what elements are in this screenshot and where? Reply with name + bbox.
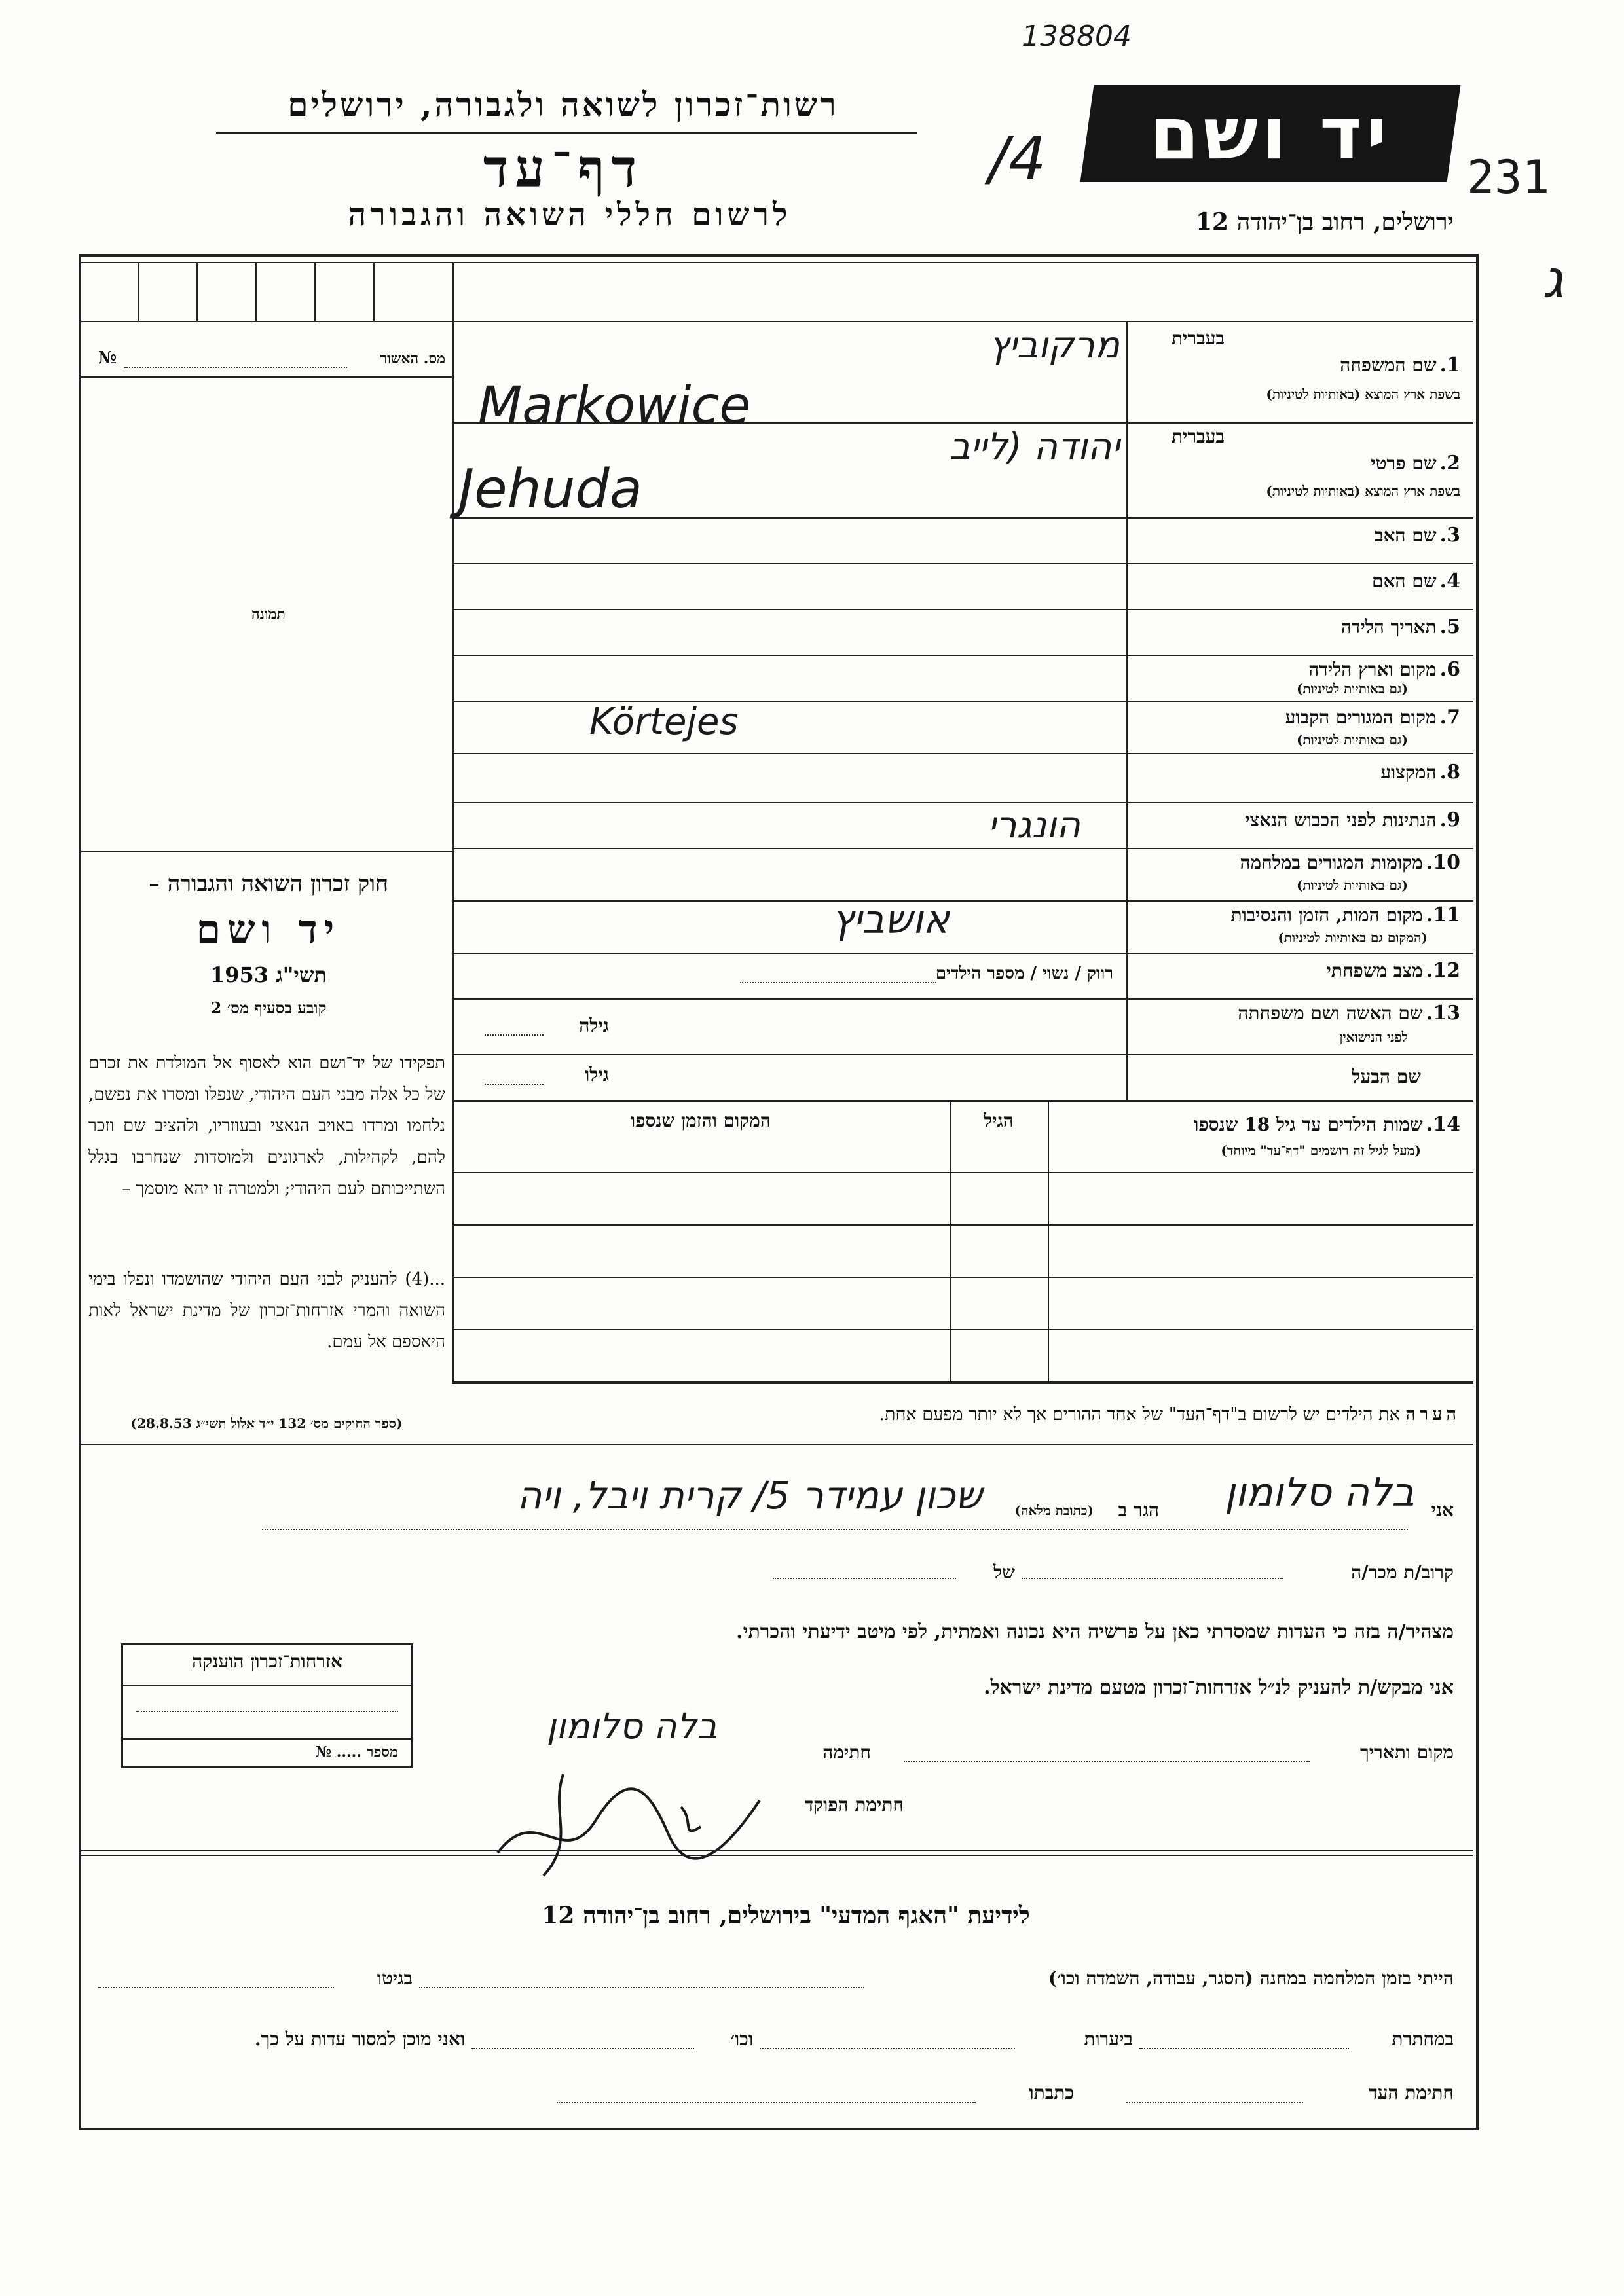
children-row-3 [452, 1329, 1473, 1330]
statement: מצהיר/ה בזה כי העדות שמסרתי כאן על פרשיה היא נכונה ואמתית, לפי מיטב ידיעתי והכרתי. [736, 1620, 1454, 1643]
children-age-header: הגיל [984, 1110, 1014, 1131]
citizenship-box [121, 1643, 413, 1768]
resident-label: הגר ב [1118, 1499, 1159, 1521]
row-line-5 [452, 655, 1473, 656]
law-name: יד ושם [196, 907, 341, 953]
field-11-label: 11. מקום המות, הזמן והנסיבות [1230, 903, 1460, 926]
approval-no-symbol: № [98, 348, 117, 368]
row-line-12 [452, 998, 1473, 1000]
field-12-inline: רווק / נשוי / מספר הילדים [935, 964, 1113, 983]
authority-title: רשות־זכרון לשואה ולגבורה, ירושלים [287, 85, 839, 124]
etc-line[interactable] [471, 2048, 694, 2049]
field-9-label: 9. הנתינות לפני הכבוש הנאצי [1245, 809, 1460, 831]
note-text: את הילדים יש לרשום ב"דף־העד" של אחד ההורים אך לא יותר מפעם אחת. [879, 1404, 1400, 1425]
children-header-bottom [452, 1172, 1473, 1173]
wife-age-line[interactable] [485, 1034, 544, 1036]
camp-line[interactable] [419, 1987, 864, 1988]
children-label: 14. שמות הילדים עד גיל 18 שנספו [1194, 1113, 1460, 1136]
row-line-9 [452, 848, 1473, 849]
row-line-10 [452, 900, 1473, 902]
approval-row-bottom [81, 376, 452, 378]
field-13-sub: לפני הנישואין [1339, 1029, 1408, 1045]
children-row-2 [452, 1277, 1473, 1278]
archive-side-number: 231 [1467, 151, 1550, 204]
ghetto-label: בגיטו [377, 1967, 413, 1989]
officer-signature [485, 1761, 773, 1879]
declarant-name[interactable]: בלה סלומון [1225, 1470, 1414, 1516]
field-2-latin-value[interactable]: Jehuda [458, 458, 642, 520]
row-line-3 [452, 563, 1473, 564]
citizenship-number-label: מספר ..... № [316, 1743, 398, 1760]
citizenship-number-line [123, 1738, 411, 1740]
forests-line[interactable] [760, 2048, 1015, 2049]
field-10-label: 10. מקומות המגורים במלחמה [1240, 851, 1460, 874]
husband-label: שם הבעל [1352, 1066, 1421, 1087]
bottom-separator-2 [81, 1855, 1473, 1856]
row-line-11 [452, 953, 1473, 954]
note-label: הערה [1405, 1404, 1460, 1425]
field-1-label: 1. שם המשפחה [1340, 354, 1460, 376]
top-cells-bottom [81, 321, 1473, 322]
field-7-value[interactable]: Körtejes [589, 701, 739, 743]
law-year: תשי"ג 1953 [210, 962, 327, 987]
field-4-label: 4. שם האם [1371, 570, 1460, 592]
field-12-line[interactable] [740, 982, 936, 983]
children-col-div-1 [1048, 1100, 1049, 1381]
bottom-line1: הייתי בזמן המלחמה במחנה (הסגר, עבודה, השמדה וכו׳) [1048, 1967, 1454, 1989]
row-line-14 [452, 1100, 1473, 1102]
law-text-2: ...(4) להעניק לבני העם היהודי שהושמדו ונפלו בימי השואה והמרי אזרחות־זכרון של מדינת ישראל לאות היאספם אל עמם. [88, 1269, 445, 1352]
children-place-header: המקום והזמן שנספו [631, 1110, 771, 1131]
children-table-bottom [452, 1381, 1473, 1384]
field-1-sub: בשפת ארץ המוצא (באותיות לטיניות) [1266, 386, 1460, 402]
law-section: קובע בסעיף מס׳ 2 [210, 998, 327, 1017]
address-hint: (כתובת מלאה) [1014, 1503, 1094, 1518]
witness-address-label: כתבתו [1029, 2082, 1074, 2104]
photo-box-bottom [81, 851, 452, 852]
wife-age-label: גילה [579, 1015, 609, 1036]
cell-div-3 [255, 262, 257, 321]
signature-value[interactable]: בלה סלומון [546, 1705, 718, 1747]
approval-line[interactable] [124, 367, 347, 368]
children-row-1 [452, 1224, 1473, 1226]
field-12-label: 12. מצב משפחתי [1326, 959, 1460, 982]
husband-age-line[interactable] [485, 1084, 544, 1085]
field-3-label: 3. שם האב [1374, 524, 1460, 547]
label-column-divider [1126, 321, 1128, 1100]
field-11-value[interactable]: אושביץ [832, 897, 950, 943]
children-col-div-2 [950, 1100, 951, 1381]
etc-label: וכו׳ [730, 2028, 753, 2050]
field-13-label: 13. שם האשה ושם משפחתה [1238, 1002, 1460, 1025]
cell-div-2 [196, 262, 198, 321]
cell-div-5 [373, 262, 375, 321]
field-6-sub: (גם באותיות לטיניות) [1296, 681, 1408, 697]
field-10-sub: (גם באותיות לטיניות) [1296, 877, 1408, 893]
left-column-divider [452, 262, 454, 1381]
field-1-latin-value[interactable]: Markowice [478, 376, 751, 435]
field-5-label: 5. תאריך הלידה [1340, 615, 1460, 638]
photo-label: תמונה [251, 606, 286, 623]
underground-line[interactable] [1139, 2048, 1349, 2049]
relative-line[interactable] [1022, 1578, 1283, 1579]
field-1-hebrew-value[interactable]: מרקוביץ [989, 324, 1120, 367]
row-line-7 [452, 753, 1473, 754]
ghetto-line[interactable] [98, 1987, 334, 1988]
witness-address-line[interactable] [557, 2102, 976, 2103]
corner-mark: ג [1542, 249, 1564, 310]
officer-label: חתימת הפוקד [804, 1794, 904, 1815]
children-sub: (מעל לגיל זה רושמים "דף־עד" מיוחד) [1221, 1142, 1421, 1158]
header-address: ירושלים, רחוב בן־יהודה 12 [1195, 208, 1454, 236]
frame-inner-top [79, 262, 1476, 263]
field-7-label: 7. מקום המגורים הקבוע [1285, 706, 1460, 729]
law-reference: (ספר החוקים מס׳ 132 י״ד אלול תשי״ג 28.8.53) [130, 1415, 403, 1431]
row-line-8 [452, 802, 1473, 803]
request: אני מבקש/ת להעניק לנ״ל אזרחות־זכרון מטעם מדינת ישראל. [984, 1676, 1454, 1699]
note [458, 1404, 1460, 1425]
witness-signature-line[interactable] [1126, 2102, 1303, 2103]
declarant-address[interactable]: שכון עמידר 5/ קרית ויבל, ויה [517, 1473, 982, 1518]
underground-label: במחתרת [1392, 2028, 1454, 2050]
field-9-value[interactable]: הונגרי [987, 804, 1080, 847]
field-2-label: 2. שם פרטי [1371, 452, 1460, 475]
field-6-label: 6. מקום וארץ הלידה [1308, 658, 1460, 681]
field-2-hebrew-tag: בעברית [1171, 426, 1225, 447]
law-title: חוק זכרון השואה והגבורה – [148, 871, 389, 897]
approval-label: מס. האשור [380, 350, 445, 367]
authority-underline [216, 132, 917, 134]
forests-label: ביערות [1084, 2028, 1133, 2050]
law-text: תפקידו של יד־ושם הוא לאסוף אל המולדת את זכרם של כל אלה מבני העם היהודי, שנפלו ומסרו את נפשם, נלחמו ומרדו באויב הנאצי ובעוזריו, ולהציב שם וזכר להם, לקהילות, לארגונים ולמוסדות שנחרבו בגלל השתייכותם לעם היהודי; ולמטרה זו יהא מוסמך – [88, 1053, 445, 1199]
declaration-i: אני [1431, 1499, 1454, 1521]
field-1-hebrew-tag: בעברית [1171, 327, 1225, 349]
bottom-separator-1 [81, 1850, 1473, 1851]
of-line[interactable] [773, 1578, 956, 1579]
folder-mark: /4 [989, 124, 1046, 193]
row-line-13 [452, 1054, 1473, 1055]
ready-to-testify: ואני מוכן למסור עדות על כך. [254, 2028, 465, 2050]
field-7-sub: (גם באותיות לטיניות) [1296, 732, 1408, 748]
bottom-heading: לידיעת "האגף המדעי" בירושלים, רחוב בן־יהודה 12 [542, 1902, 1030, 1929]
field-2-sub: בשפת ארץ המוצא (באותיות לטיניות) [1266, 483, 1460, 499]
declaration-line [262, 1529, 1408, 1530]
form-title: דף־עד [483, 137, 644, 199]
cell-div-1 [138, 262, 139, 321]
yad-vashem-logo: יד ושם [1080, 85, 1461, 182]
relative-label: קרוב/ת מכר/ה [1351, 1561, 1454, 1583]
archive-number: 138804 [1022, 20, 1132, 53]
place-date-label: מקום ותאריך [1359, 1741, 1454, 1763]
field-2-hebrew-value[interactable]: יהודה (לייב [949, 426, 1120, 468]
field-11-sub: (המקום גם באותיות לטיניות) [1278, 930, 1428, 945]
citizenship-line-1[interactable] [136, 1711, 398, 1712]
note-bottom [81, 1444, 1473, 1445]
citizenship-title-line [123, 1685, 411, 1686]
witness-signature-label: חתימת העד [1369, 2082, 1454, 2104]
husband-age-label: גילו [585, 1064, 609, 1085]
cell-div-4 [314, 262, 316, 321]
of-label: של [993, 1561, 1015, 1583]
field-8-label: 8. המקצוע [1380, 761, 1460, 784]
row-line-4 [452, 609, 1473, 610]
signature-label: חתימה [822, 1741, 871, 1763]
place-date-line[interactable] [904, 1761, 1310, 1762]
form-subtitle: לרשום חללי השואה והגבורה [348, 196, 792, 233]
citizenship-title: אזרחות־זכרון הוענקה [192, 1650, 342, 1672]
